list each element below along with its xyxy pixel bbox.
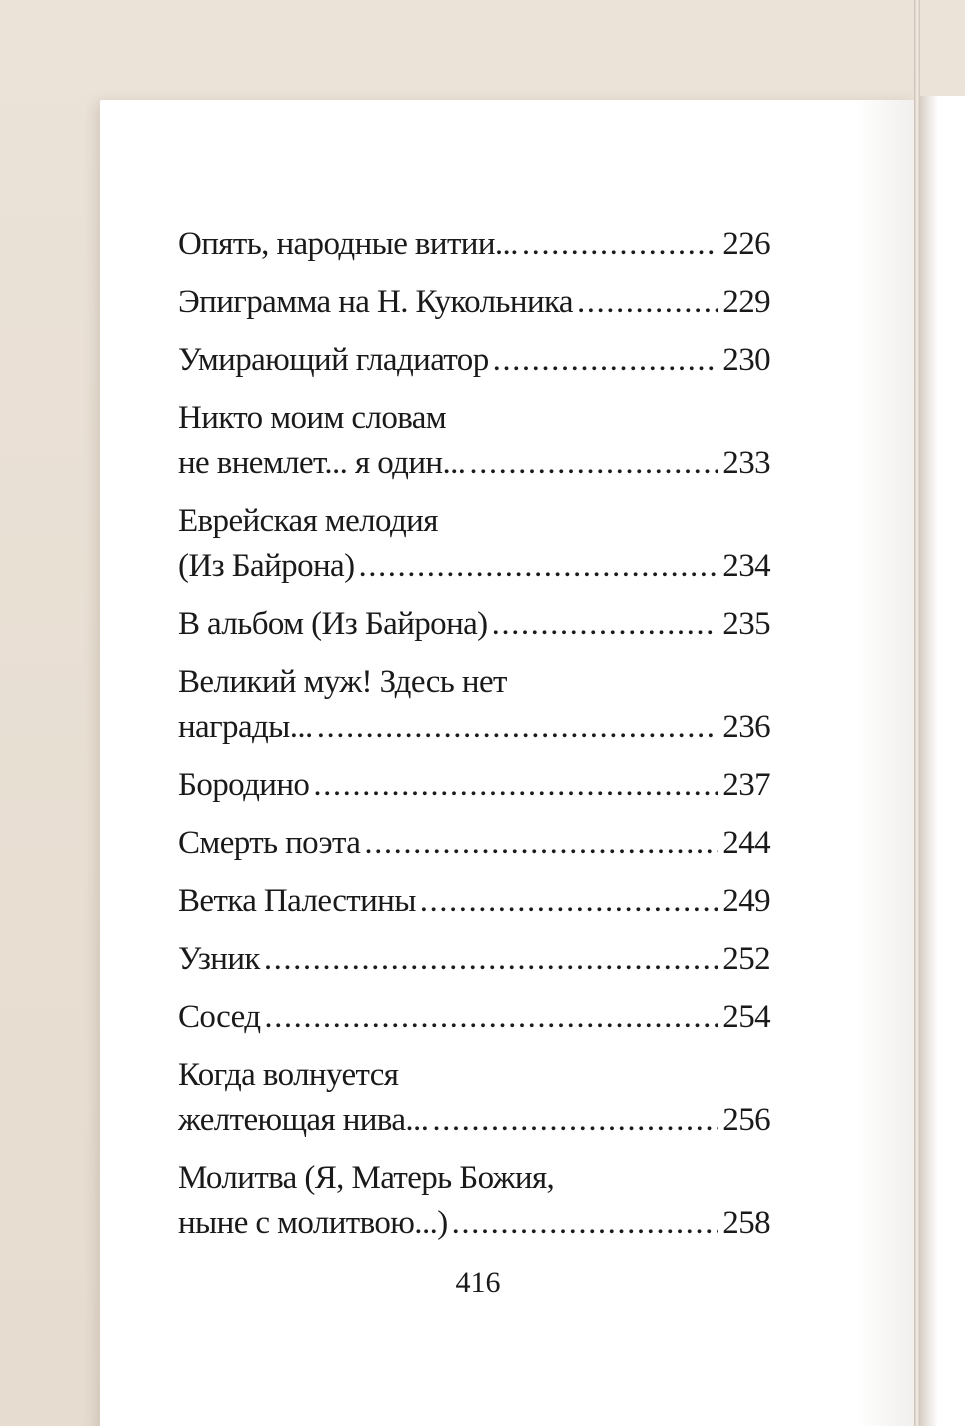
toc-entry-title: Узник xyxy=(178,941,260,977)
toc-entry-title-line1: Великий муж! Здесь нет xyxy=(178,664,507,700)
toc-entry-page: 229 xyxy=(722,284,770,320)
toc-entry xyxy=(178,995,770,1040)
toc-entry-title: Бородино xyxy=(178,767,310,803)
dot-leader xyxy=(264,937,718,982)
toc-entry-title-line2: не внемлет... я один... xyxy=(178,445,466,481)
toc-entry-page: 244 xyxy=(722,825,770,861)
dot-leader xyxy=(364,821,718,866)
toc-entry xyxy=(178,222,770,267)
dot-leader xyxy=(452,1201,719,1246)
page-number: 416 xyxy=(455,1266,501,1299)
dot-leader xyxy=(420,879,719,924)
toc-entry-page: 254 xyxy=(722,999,770,1035)
toc-entry-page: 249 xyxy=(722,883,770,919)
dot-leader xyxy=(522,222,718,267)
toc-entry-title-line1: Когда волнуется xyxy=(178,1057,399,1093)
toc-entry xyxy=(178,821,770,866)
toc-entry xyxy=(178,1053,770,1143)
toc-entry-page: 256 xyxy=(722,1102,770,1138)
right-page-edge xyxy=(920,96,965,1426)
toc-entry-title: Опять, народные витии... xyxy=(178,226,518,262)
toc-entry-title-line2: (Из Байрона) xyxy=(178,548,355,584)
toc-entry-title-line1: Еврейская мелодия xyxy=(178,503,438,539)
toc-entry xyxy=(178,763,770,808)
toc-entry-page: 258 xyxy=(722,1205,770,1241)
toc-entry xyxy=(178,602,770,647)
toc-entry-page: 226 xyxy=(722,226,770,262)
toc-entry-title-line2: ныне с молитвою...) xyxy=(178,1205,448,1241)
dot-leader xyxy=(469,441,718,486)
toc-entry-page: 237 xyxy=(722,767,770,803)
toc-entry xyxy=(178,660,770,750)
toc-entry-title: Смерть поэта xyxy=(178,825,361,861)
dot-leader xyxy=(313,763,718,808)
toc-entry-page: 233 xyxy=(722,445,770,481)
dot-leader xyxy=(493,338,719,383)
dot-leader xyxy=(358,544,718,589)
toc-entry-title: Умирающий гладиатор xyxy=(178,342,489,378)
toc-entry-title-line2: награды... xyxy=(178,709,313,745)
toc-entry-page: 230 xyxy=(722,342,770,378)
toc-entry-page: 236 xyxy=(722,709,770,745)
toc-entry-title: Ветка Палестины xyxy=(178,883,416,919)
dot-leader xyxy=(264,995,718,1040)
toc-entry xyxy=(178,1156,770,1246)
toc-entry-page: 252 xyxy=(722,941,770,977)
toc-entry-title-line2: желтеющая нива... xyxy=(178,1102,429,1138)
dot-leader xyxy=(577,280,718,325)
toc-entry xyxy=(178,937,770,982)
dot-leader xyxy=(317,705,719,750)
table-of-contents xyxy=(178,222,770,1259)
dot-leader xyxy=(432,1098,718,1143)
toc-entry-title: Эпиграмма на Н. Кукольника xyxy=(178,284,573,320)
toc-entry-page: 235 xyxy=(722,606,770,642)
toc-entry xyxy=(178,338,770,383)
toc-entry-title-line1: Никто моим словам xyxy=(178,400,447,436)
toc-entry xyxy=(178,499,770,589)
toc-entry xyxy=(178,280,770,325)
toc-entry-page: 234 xyxy=(722,548,770,584)
toc-entry-title-line1: Молитва (Я, Матерь Божия, xyxy=(178,1160,555,1196)
dot-leader xyxy=(492,602,719,647)
toc-entry-title: Сосед xyxy=(178,999,261,1035)
toc-entry xyxy=(178,879,770,924)
toc-entry xyxy=(178,396,770,486)
toc-entry-title: В альбом (Из Байрона) xyxy=(178,606,488,642)
